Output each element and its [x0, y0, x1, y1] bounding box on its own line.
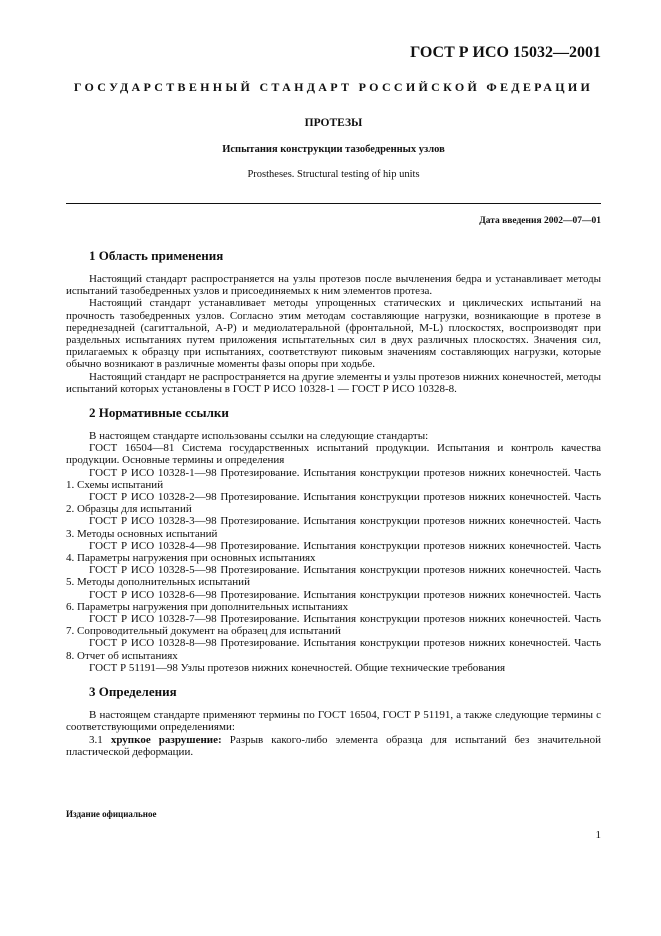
reference-item: ГОСТ Р ИСО 10328-4—98 Протезирование. Испытания конструкции протезов нижних конечностей. Часть 4. Параметры нагружения при основных испытаниях — [66, 539, 601, 565]
official-edition-note: Издание официальное — [66, 809, 157, 819]
reference-item: ГОСТ Р ИСО 10328-2—98 Протезирование. Испытания конструкции протезов нижних конечностей. Часть 2. Образцы для испытаний — [66, 491, 601, 516]
document-title-english: Prostheses. Structural testing of hip units — [247, 169, 420, 180]
section-normative-references — [66, 405, 601, 674]
paragraph: Настоящий стандарт не распространяется на другие элементы и узлы протезов нижних конечностей, методы испытаний которых установлены в ГОСТ Р ИСО 10328-1 — ГОСТ Р ИСО 10328-8. — [66, 370, 601, 395]
definition-term: хрупкое разрушение: — [110, 733, 222, 746]
document-code: ГОСТ Р ИСО 15032—2001 — [410, 44, 601, 61]
paragraph: Настоящий стандарт устанавливает методы упрощенных статических и циклических испытаний на прочность тазобедренных узлов. Согласно этим методам составляющие нагрузки, возникающие в протезе в переднезадней (сагиттальной, А-Р) и медиолатеральной (фронтальной, М-L) плоскостях, воспроизводят при раздельных испытаниях путем приложения испытательных сил в двух различных плоскостях. Значения сил, прилагаемых к образцу при испытаниях, соответствуют пиковым значениям составляющих нагрузки, которые обычно возникают в различные моменты фазы опоры при ходьбе. — [66, 297, 601, 371]
paragraph: В настоящем стандарте применяют термины по ГОСТ 16504, ГОСТ Р 51191, а также следующие термины с соответствующими определениями: — [66, 709, 601, 734]
section-heading: 1 Область применения — [89, 248, 224, 263]
reference-item: ГОСТ Р ИСО 10328-1—98 Протезирование. Испытания конструкции протезов нижних конечностей. Часть 1. Схемы испытаний — [66, 466, 601, 491]
page-number: 1 — [595, 829, 601, 841]
introduction-date: Дата введения 2002—07—01 — [479, 216, 601, 226]
document-title: ПРОТЕЗЫ — [304, 117, 363, 129]
definition-text: Разрыв какого-либо элемента образца для испытаний без значительной пластической деформации. — [66, 733, 601, 758]
definition-item — [66, 734, 601, 758]
paragraph: В настоящем стандарте использованы ссылки на следующие стандарты: — [89, 430, 429, 443]
definition-number: 3.1 — [89, 733, 103, 746]
section-scope — [66, 248, 601, 395]
title-divider — [66, 203, 601, 204]
section-heading: 2 Нормативные ссылки — [89, 405, 229, 421]
state-standard-banner: ГОСУДАРСТВЕННЫЙ СТАНДАРТ РОССИЙСКОЙ ФЕДЕРАЦИИ — [73, 80, 594, 94]
paragraph: Настоящий стандарт распространяется на узлы протезов после вычленения бедра и устанавливает методы испытаний тазобедренных узлов и присоединяемых к ним элементов протеза. — [66, 273, 601, 298]
reference-item: ГОСТ Р ИСО 10328-8—98 Протезирование. Испытания конструкции протезов нижних конечностей. Часть 8. Отчет об испытаниях — [66, 637, 601, 662]
reference-item: ГОСТ Р ИСО 10328-7—98 Протезирование. Испытания конструкции протезов нижних конечностей. Часть 7. Сопроводительный документ на образец для испытаний — [66, 613, 601, 638]
section-heading: 3 Определения — [89, 684, 177, 700]
reference-item: ГОСТ Р ИСО 10328-6—98 Протезирование. Испытания конструкции протезов нижних конечностей. Часть 6. Параметры нагружения при дополнительных испытаниях — [66, 588, 601, 613]
document-body — [66, 248, 601, 768]
reference-item: ГОСТ 16504—81 Система государственных испытаний продукции. Испытания и контроль качества продукции. Основные термины и определения — [66, 442, 601, 467]
reference-item: ГОСТ Р ИСО 10328-5—98 Протезирование. Испытания конструкции протезов нижних конечностей. Часть 5. Методы дополнительных испытаний — [66, 564, 601, 589]
reference-item: ГОСТ Р 51191—98 Узлы протезов нижних конечностей. Общие технические требования — [89, 661, 506, 674]
section-definitions — [66, 684, 601, 758]
reference-item: ГОСТ Р ИСО 10328-3—98 Протезирование. Испытания конструкции протезов нижних конечностей. Часть 3. Методы основных испытаний — [66, 515, 601, 540]
document-subtitle: Испытания конструкции тазобедренных узлов — [222, 144, 445, 155]
